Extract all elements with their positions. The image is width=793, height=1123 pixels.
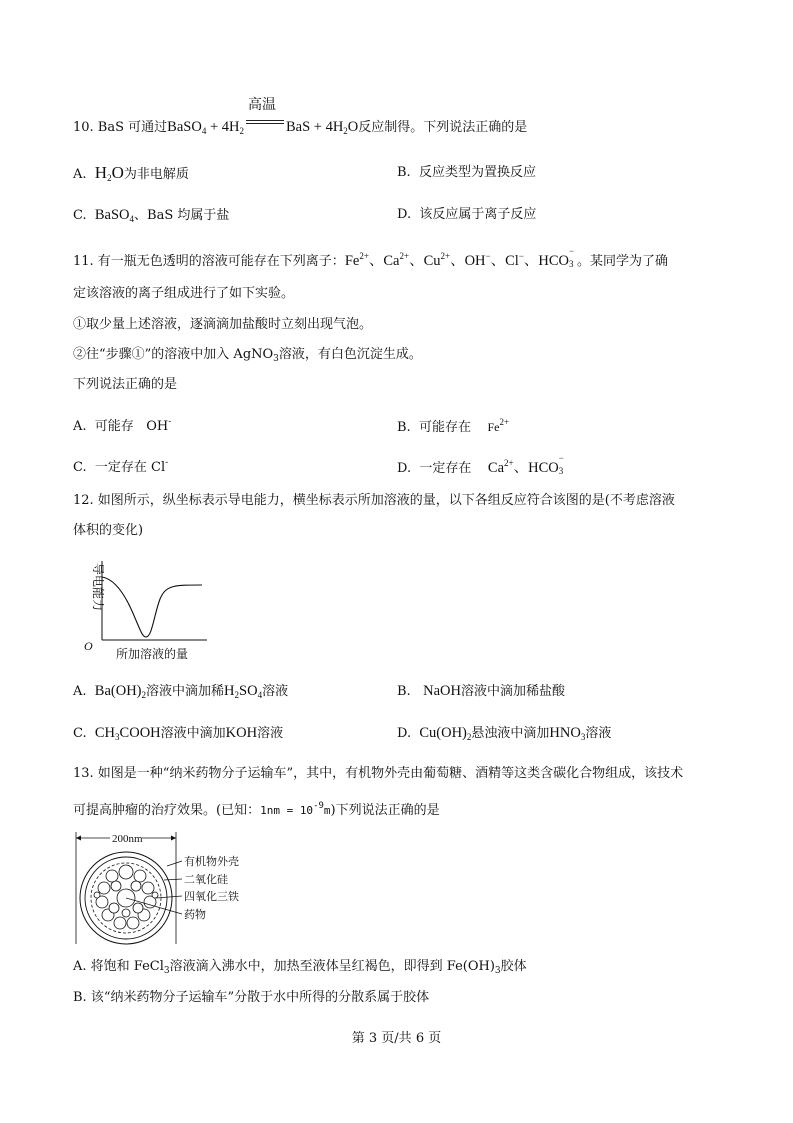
q11-option-a: A. 可能存 OH- (73, 417, 172, 434)
q10-option-b: B. 反应类型为置换反应 (397, 165, 536, 180)
q12-option-a: A. $Ba(OH)_2$溶液中滴加稀$H_2SO_4$溶液 (73, 683, 289, 700)
q10-stem-end: 反应制得。下列说法正确的是 (358, 120, 528, 135)
q13-option-a: A. 将饱和 FeCl$_3$溶液滴入沸水中，加热至液体呈红褐色，即得到 $Fe(OH)_3$胶体 (73, 959, 527, 976)
reaction-condition: 高温 (246, 114, 284, 134)
nanoparticles (94, 865, 158, 929)
q12-option-b: B. NaOH溶液中滴加稀盐酸 (397, 683, 565, 699)
label-iron-oxide: 四氧化三铁 (184, 890, 239, 903)
label-organic-shell: 有机物外壳 (184, 855, 239, 868)
label-drug: 药物 (184, 908, 206, 921)
diagram-width-label: 200nm (112, 833, 143, 845)
q10-option-d: D. 该反应属于离子反应 (397, 207, 537, 222)
q11-step2: ②往“步骤①”的溶液中加入 AgNO$_3$溶液，有白色沉淀生成。 (73, 347, 422, 364)
q12-option-c: C. $CH_3COOH$溶液中滴加KOH溶液 (73, 725, 284, 742)
graph-xlabel: 所加溶液的量 (116, 647, 189, 661)
q10-option-a: A. $H_2O$为非电解质 (73, 163, 189, 183)
q11-step1: ①取少量上述溶液，逐滴滴加盐酸时立刻出现气泡。 (73, 317, 373, 332)
label-silica: 二氧化硅 (184, 873, 228, 886)
q11-option-d: D. 一定存在 $Ca^{2+}$、HCO − 3 (397, 453, 564, 476)
q10-equation: BaSO$_4$ + $4H_2$ 高温 BaS + $4H_2O$ (167, 98, 359, 136)
q13-stem-line2: 可提高肿瘤的治疗效果。(已知：$1nm = 10^{-9}m$)下列说法正确的是 (73, 801, 440, 818)
q13-option-b: B. 该“纳米药物分子运输车”分散于水中所得的分散系属于胶体 (73, 990, 430, 1005)
q12-option-d: D. $Cu(OH)_2$悬浊液中滴加$HNO_3$溶液 (397, 725, 612, 742)
q12-stem-line1: 12. 如图所示，纵坐标表示导电能力，横坐标表示所加溶液的量，以下各组反应符合该图的是(不考虑溶液 (73, 493, 675, 508)
conductivity-curve (102, 577, 202, 637)
q11-stem-line2: 定该溶液的离子组成进行了如下实验。 (73, 286, 295, 301)
nano-carrier-diagram (70, 828, 260, 948)
q10-option-c: C. BaSO$_4$、BaS 均属于盐 (73, 207, 230, 224)
graph-origin: O (84, 639, 93, 653)
q11-stem-line1: 11. 有一瓶无色透明的溶液可能存在下列离子：$Fe^{2+}$、$Ca^{2+}$、$Cu^{2+}$、OH−、Cl−、HCO − 3 。某同学为了确 (73, 246, 669, 269)
q11-option-c: C. 一定存在 Cl- (73, 458, 169, 475)
q10-stem (73, 98, 528, 140)
page-footer: 第 3 页/共 6 页 (351, 1031, 442, 1046)
q11-option-b: B. 可能存在 $Fe^{2+}$ (397, 417, 510, 435)
conductivity-graph (82, 555, 212, 663)
q11-ask: 下列说法正确的是 (73, 377, 178, 392)
q13-stem-line1: 13. 如图是一种“纳米药物分子运输车”，其中，有机物外壳由葡萄糖、酒精等这类含碳化合物组成，该技术 (73, 766, 684, 781)
q10-stem-start: 10. BaS 可通过 (73, 120, 168, 135)
graph-ylabel: 导电能力 (91, 563, 105, 612)
q11-ion-list: $Fe^{2+}$、$Ca^{2+}$、$Cu^{2+}$、OH−、Cl−、HCO − 3 (344, 246, 575, 269)
q12-stem-line2: 体积的变化) (73, 523, 144, 538)
